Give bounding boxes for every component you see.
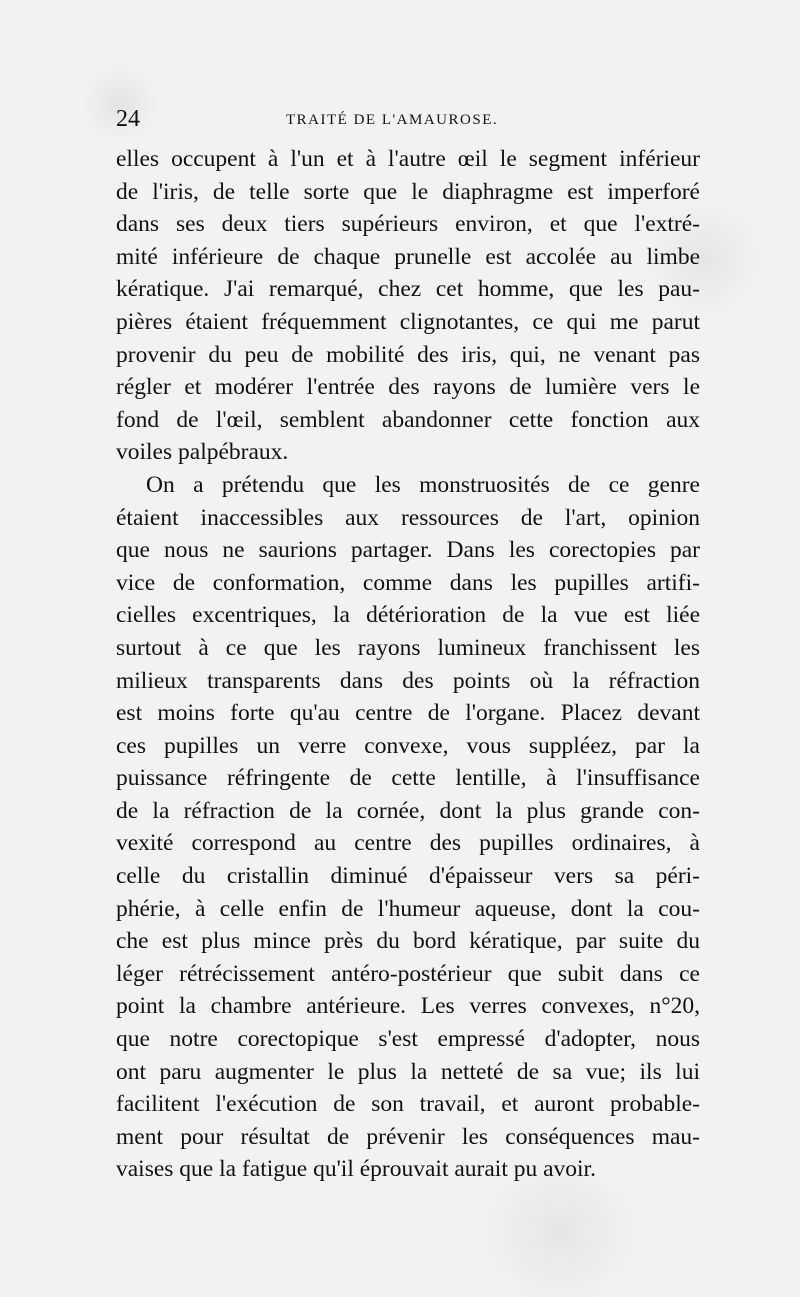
running-head xyxy=(116,104,700,134)
text-line: mité inférieure de chaque prunelle est accolée au limbe xyxy=(116,243,700,270)
text-line: fond de l'œil, semblent abandonner cette fonction aux xyxy=(116,406,700,433)
text-line: de l'iris, de telle sorte que le diaphragme est imperforé xyxy=(116,178,700,205)
text-line: kératique. J'ai remarqué, chez cet homme, que les pau- xyxy=(116,276,700,303)
text-line: ment pour résultat de prévenir les conséquences mau- xyxy=(116,1123,700,1150)
text-line: celle du cristallin diminué d'épaisseur vers sa péri- xyxy=(116,863,700,890)
text-line: vice de conformation, comme dans les pupilles artifi- xyxy=(116,569,700,596)
text-line: che est plus mince près du bord kératique, par suite du xyxy=(116,928,700,955)
text-line: point la chambre antérieure. Les verres convexes, n°20, xyxy=(116,993,700,1020)
text-line: étaient inaccessibles aux ressources de l'art, opinion xyxy=(116,504,700,531)
text-line: elles occupent à l'un et à l'autre œil le segment inférieur xyxy=(116,146,700,172)
text-line: vexité correspond au centre des pupilles ordinaires, à xyxy=(116,830,700,857)
running-title: TRAITÉ DE L'AMAUROSE. xyxy=(286,112,499,128)
text-line: pières étaient fréquemment clignotantes, ce qui me parut xyxy=(116,308,700,335)
text-line: de la réfraction de la cornée, dont la plus grande con- xyxy=(116,797,700,824)
text-line: milieux transparents dans des points où la réfraction xyxy=(116,667,700,694)
text-line: provenir du peu de mobilité des iris, qui, ne venant pas xyxy=(116,341,700,368)
text-line: que notre corectopique s'est empressé d'adopter, nous xyxy=(116,1026,700,1053)
page-number: 24 xyxy=(116,106,140,132)
text-line: surtout à ce que les rayons lumineux franchissent les xyxy=(116,634,700,661)
text-line: facilitent l'exécution de son travail, et auront probable- xyxy=(116,1091,700,1118)
text-line: phérie, à celle enfin de l'humeur aqueuse, dont la cou- xyxy=(116,895,700,922)
text-line: ont paru augmenter le plus la netteté de sa vue; ils lui xyxy=(116,1058,700,1085)
paragraph-start-line: On a prétendu que les monstruosités de ce genre xyxy=(146,471,700,498)
text-line: ces pupilles un verre convexe, vous suppléez, par la xyxy=(116,732,700,759)
text-line: vaises que la fatigue qu'il éprouvait aurait pu avoir. xyxy=(116,1156,596,1183)
text-line: régler et modérer l'entrée des rayons de lumière vers le xyxy=(116,374,700,401)
text-line: léger rétrécissement antéro-postérieur que subit dans ce xyxy=(116,960,700,987)
text-line: est moins forte qu'au centre de l'organe. Placez devant xyxy=(116,700,700,727)
text-line: cielles excentriques, la détérioration de la vue est liée xyxy=(116,602,700,629)
text-line: puissance réfringente de cette lentille, à l'insuffisance xyxy=(116,765,700,792)
body-text xyxy=(116,143,700,1186)
text-line: que nous ne saurions partager. Dans les corectopies par xyxy=(116,537,700,564)
text-line: dans ses deux tiers supérieurs environ, et que l'extré- xyxy=(116,211,700,238)
text-line: voiles palpébraux. xyxy=(116,439,289,466)
